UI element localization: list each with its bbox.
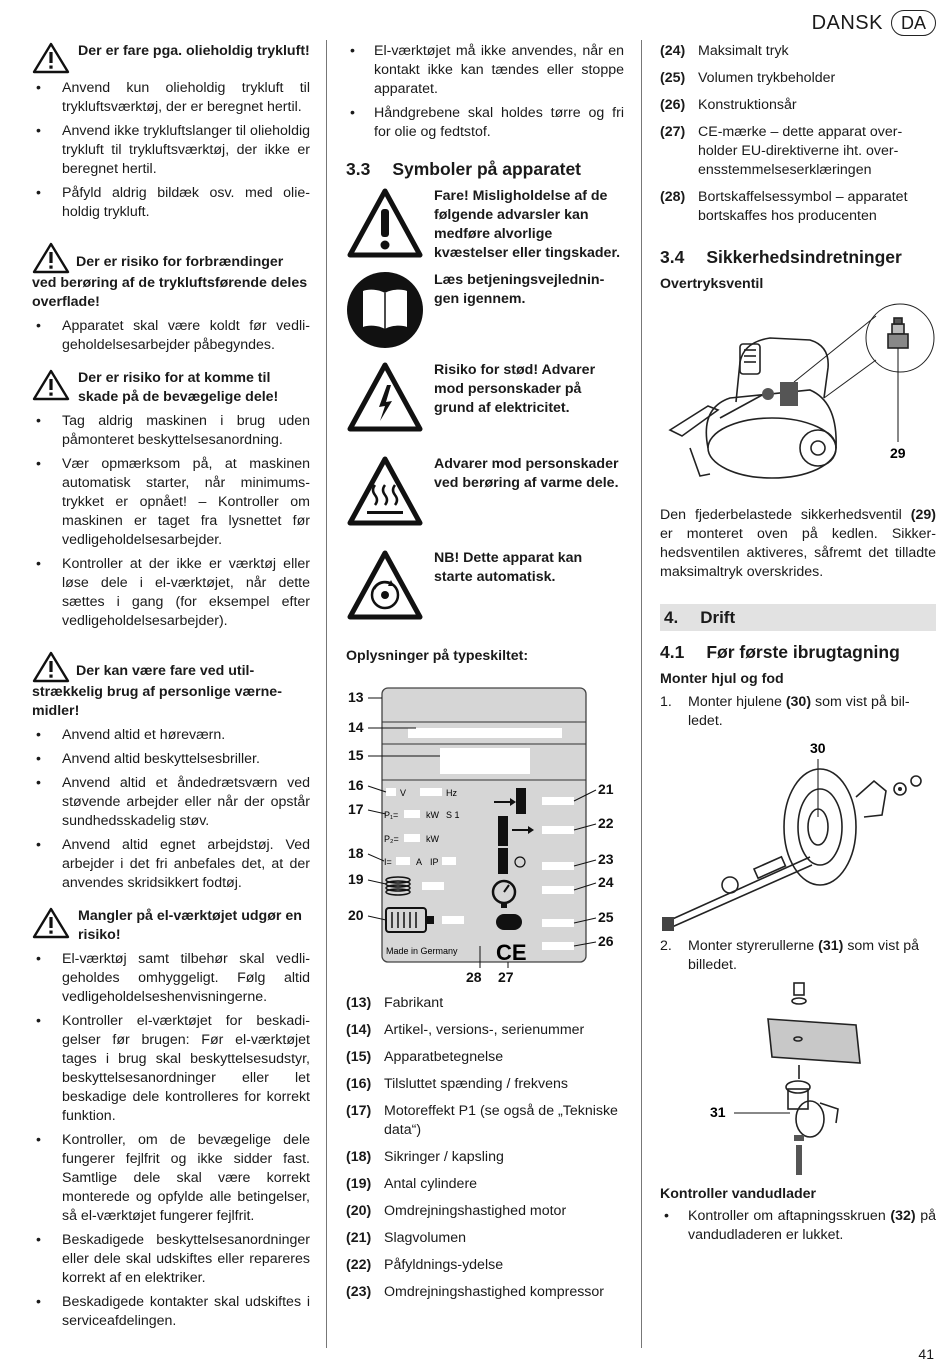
step-text: som vist på billedet. [688,938,920,973]
plate-ip-label: IP [430,857,439,867]
step-list [660,937,936,975]
svg-text:I=: I= [384,857,392,867]
subheading-overpressure-valve: Overtryksventil [660,276,764,292]
callout-20: 20 [348,907,364,923]
chapter-number: 4. [664,608,679,627]
bullet-list [32,412,310,631]
callout-28: 28 [466,969,482,985]
legend-number: (21) [346,1230,372,1246]
legend-number: (13) [346,995,372,1011]
warning-triangle-icon [32,242,70,274]
warning-text: Mangler på el-værktøjet udgør en risiko! [78,908,302,943]
subheading-wheels: Monter hjul og fod [660,671,784,687]
legend-number: (25) [660,70,686,86]
danger-triangle-icon [347,187,423,259]
ce-mark-icon: CE [496,940,527,965]
paragraph-text: Den fjederbelastede sikkerhedsventil [660,507,902,523]
language-code-badge: DA [891,10,936,36]
electric-shock-icon [347,361,423,433]
plate-legend-cont [660,42,936,226]
legend-text: Fabrikant [384,995,444,1011]
warning-defects [32,907,310,945]
section-number: 4.1 [660,642,685,662]
symbol-read-manual [346,271,624,361]
legend-number: (27) [660,124,686,140]
legend-text: Tilsluttet spænding / frekvens [384,1076,568,1092]
symbol-text: Fare! Misligholdelse af de følgende advarsler kan medføre alvorlige kvæstelser eller tingskader. [434,188,621,261]
section-title: Symboler på apparatet [392,159,581,179]
warning-triangle-icon [32,651,70,683]
list-item: • Håndgrebene skal holdes tørre og fri for olie og fedtstof. [346,104,624,142]
paragraph-safety-valve [660,506,936,582]
step-text: Monter styrerullerne [688,938,815,954]
warning-text: Der er risiko for at komme til skade på de bevægelige dele! [78,370,279,405]
callout-18: 18 [348,845,364,861]
plate-made-in: Made in Germany [386,946,458,956]
step-list [660,693,936,731]
legend-number: (26) [660,97,686,113]
legend-text: Volumen trykbeholder [698,70,836,86]
list-item: • El-værktøj samt tilbehør skal vedligeholdes omhyggeligt. Følg altid vedligeholdelseshenvisningerne. [32,950,310,1007]
chapter-heading-4 [660,604,936,631]
warning-text: Der er fare pga. olieholdig trykluft! [78,43,310,59]
column-divider [641,40,642,1348]
legend-row [660,123,936,180]
plate-kw-label: kW [426,810,439,820]
legend-text: Bortskaffelsessymbol – apparatet bortskaffes hos producenten [698,189,908,224]
language-label: DANSK [811,11,883,34]
callout-13: 13 [348,689,364,705]
legend-row [346,1283,624,1302]
bullet-list [32,950,310,1331]
read-manual-icon [346,271,424,349]
reference-number: (30) [785,694,812,710]
svg-text:P₂=: P₂= [384,834,399,844]
legend-text: Slagvolumen [384,1230,467,1246]
legend-row [346,1202,624,1221]
callout-26: 26 [598,933,614,949]
plate-kw-label: kW [426,834,439,844]
list-item: • Apparatet skal være koldt før vedligeholdelsesarbejder påbegyndes. [32,317,310,355]
legend-text: Konstruktionsår [698,97,797,113]
legend-row [346,1229,624,1248]
chapter-title: Drift [700,608,736,627]
warning-text: Der kan være fare ved utilstrækkelig brug af personlige værnemidler! [32,663,282,719]
type-plate-figure [346,676,624,986]
warning-triangle-icon [32,42,70,74]
section-title: Sikkerhedsindretninger [706,247,902,267]
legend-row [346,1102,624,1140]
list-item: • El-værktøjet må ikke anvendes, når en kontakt ikke kan tændes eller stoppe apparatet. [346,42,624,99]
legend-row [660,188,936,226]
section-number: 3.4 [660,247,685,267]
legend-text: Omdrejningshastighed kompressor [384,1284,605,1300]
auto-start-icon [347,549,423,621]
legend-number: (14) [346,1022,372,1038]
legend-number: (15) [346,1049,372,1065]
plate-legend [346,994,624,1302]
column-divider [326,40,327,1348]
legend-text: Apparatbetegnelse [384,1049,504,1065]
symbol-text: NB! Dette apparat kan starte automatisk. [434,550,583,585]
caster-assembly-figure [660,979,936,1175]
legend-text: Maksimalt tryk [698,43,789,59]
legend-row [346,1075,624,1094]
list-item: • Beskadigede beskyttelsesanordninger eller dele skal udskiftes eller repareres korrekt af en elektriker. [32,1231,310,1288]
callout-30: 30 [810,740,826,756]
callout-29: 29 [890,445,906,461]
symbol-text: Risiko for stød! Advarer mod personskader på grund af elektricitet. [434,362,596,416]
symbol-text: Advarer mod personskader ved berøring af varme dele. [434,456,619,491]
callout-21: 21 [598,781,614,797]
bullet-list [346,42,624,142]
list-item: • Kontroller el-værktøjet for beskadigelser før brugen: Før el-værktøjet tages i brug skal beskyttelsesudstyr, beskyttelsesanordninger eller let beskadige dele kontrolleres for korrekt funktion. [32,1012,310,1126]
list-text: Kontroller om aftapningsskruen [688,1208,886,1224]
legend-text: Artikel-, versions-, serienummer [384,1022,585,1038]
step-number: 1. [660,694,672,710]
list-item: • Beskadigede kontakter skal udskiftes i serviceafdelingen. [32,1293,310,1331]
warning-moving-parts [32,369,310,407]
type-plate-heading: Oplysninger på typeskiltet: [346,648,529,664]
callout-23: 23 [598,851,614,867]
legend-row [346,1148,624,1167]
legend-text: Omdrejningshastighed motor [384,1203,567,1219]
bullet-list [32,726,310,893]
section-heading-3-4 [660,248,936,267]
page-number: 41 [918,1346,934,1362]
symbol-auto-start [346,549,624,621]
tank-icon [496,914,522,930]
warning-burn [32,242,310,312]
legend-text: Motoreffekt P1 (se også de „Tekniske data“) [384,1103,618,1138]
symbol-hot-surface [346,455,624,541]
legend-row [346,1175,624,1194]
list-item: • Anvend altid egnet arbejdstøj. Ved arbejder i det fri anbefales det, at der anvendes skridsikkert fodtøj. [32,836,310,893]
list-item: • Vær opmærksom på, at maskinen automatisk starter, når minimumstrykket er opnået! – Kontroller om maskinen er taget fra lysnettet før vedligeholdelsesarbejder. [32,455,310,550]
step-text: som vist på billedet. [688,694,910,729]
section-heading-4-1 [660,643,936,662]
list-item: • Anvend altid beskyttelsesbriller. [32,750,310,769]
legend-number: (28) [660,189,686,205]
list-text: på vandudladeren er lukket. [688,1208,936,1243]
wheel-assembly-figure [660,737,936,933]
callout-24: 24 [598,874,614,890]
plate-v-label: V [400,788,407,798]
bullet-list [32,317,310,355]
warning-oil-air [32,42,310,74]
warning-text: Der er risiko for forbrændinger ved berøring af de trykluftsførende deles overflade! [32,254,308,310]
section-heading-3-3 [346,160,624,179]
list-item: • Tag aldrig maskinen i brug uden påmonteret beskyttelsesanordning. [32,412,310,450]
callout-19: 19 [348,871,364,887]
list-item: • Kontroller, om de bevægelige dele fungerer fejlfrit og ikke sidder fast. Samtlige dele skal være korrekt monterede og opfylde alle betingelser, så el-værktøjet fungerer fejlfrit. [32,1131,310,1226]
warning-ppe [32,651,310,721]
legend-number: (24) [660,43,686,59]
callout-14: 14 [348,719,364,735]
list-item: • Anvend altid et åndedrætsværn ved støvende arbejder eller når der opstår sundhedsskadelig støv. [32,774,310,831]
callout-15: 15 [348,747,364,763]
step-text: Monter hjulene [688,694,782,710]
legend-text: Påfyldnings-ydelse [384,1257,504,1273]
callout-22: 22 [598,815,614,831]
callout-25: 25 [598,909,614,925]
legend-number: (20) [346,1203,372,1219]
bullet-list [32,79,310,222]
list-item: • Påfyld aldrig bildæk osv. med olieholdig trykluft. [32,184,310,222]
subheading-water-drain: Kontroller vandudlader [660,1186,817,1202]
legend-number: (19) [346,1176,372,1192]
legend-number: (22) [346,1257,372,1273]
column-middle [346,42,624,1302]
reference-number: (32) [890,1208,916,1224]
plate-hz-label: Hz [446,788,457,798]
column-right [660,42,936,1245]
hot-surface-icon [347,455,423,527]
language-indicator [812,10,936,36]
legend-text: Sikringer / kapsling [384,1149,504,1165]
reference-number: (31) [818,938,844,954]
symbol-electric-shock [346,361,624,449]
list-item [660,1207,936,1245]
svg-text:P₁=: P₁= [384,810,399,820]
legend-row [346,994,624,1013]
step-item [660,937,936,975]
column-left [32,42,310,1331]
symbol-danger [346,187,624,267]
section-title: Før første ibrugtagning [706,642,900,662]
step-number: 2. [660,938,672,954]
callout-27: 27 [498,969,514,985]
warning-triangle-icon [32,907,70,939]
legend-text: Antal cylindere [384,1176,478,1192]
list-item: • Kontroller at der ikke er værktøj eller løse dele i el-værktøjet, når dette sættes i gang (for eksempel efter vedligeholdelsesarbejder). [32,555,310,631]
step-item [660,693,936,731]
legend-row [346,1256,624,1275]
legend-number: (18) [346,1149,372,1165]
legend-row [660,69,936,88]
legend-number: (17) [346,1103,372,1119]
section-number: 3.3 [346,159,371,179]
legend-row [660,96,936,115]
legend-row [346,1048,624,1067]
warning-triangle-icon [32,369,70,401]
reference-number: (29) [910,507,936,523]
bullet-list [660,1207,936,1245]
plate-a-label: A [416,857,423,867]
callout-16: 16 [348,777,364,793]
legend-row [660,42,936,61]
plate-s1-label: S 1 [446,810,460,820]
compressor-figure [660,298,936,498]
symbol-text: Læs betjeningsvejledningen igennem. [434,272,605,307]
legend-number: (23) [346,1284,372,1300]
list-item: • Anvend kun olieholdig trykluft til trykluftsværktøj, der er beregnet hertil. [32,79,310,117]
legend-text: CE-mærke – dette apparat overholder EU-direktiverne iht. overensstemmelseserklæringen [698,124,903,178]
legend-row [346,1021,624,1040]
callout-31: 31 [710,1104,726,1120]
list-item: • Anvend ikke trykluftslanger til olieholdig trykluft til trykluftsværktøj, der ikke er beregnet hertil. [32,122,310,179]
paragraph-text: er monteret oven på kedlen. Sikkerhedsventilen aktiveres, såfremt det tilladte maksimaltryk overskrides. [660,526,936,580]
legend-number: (16) [346,1076,372,1092]
callout-17: 17 [348,801,364,817]
list-item: • Anvend altid et høreværn. [32,726,310,745]
